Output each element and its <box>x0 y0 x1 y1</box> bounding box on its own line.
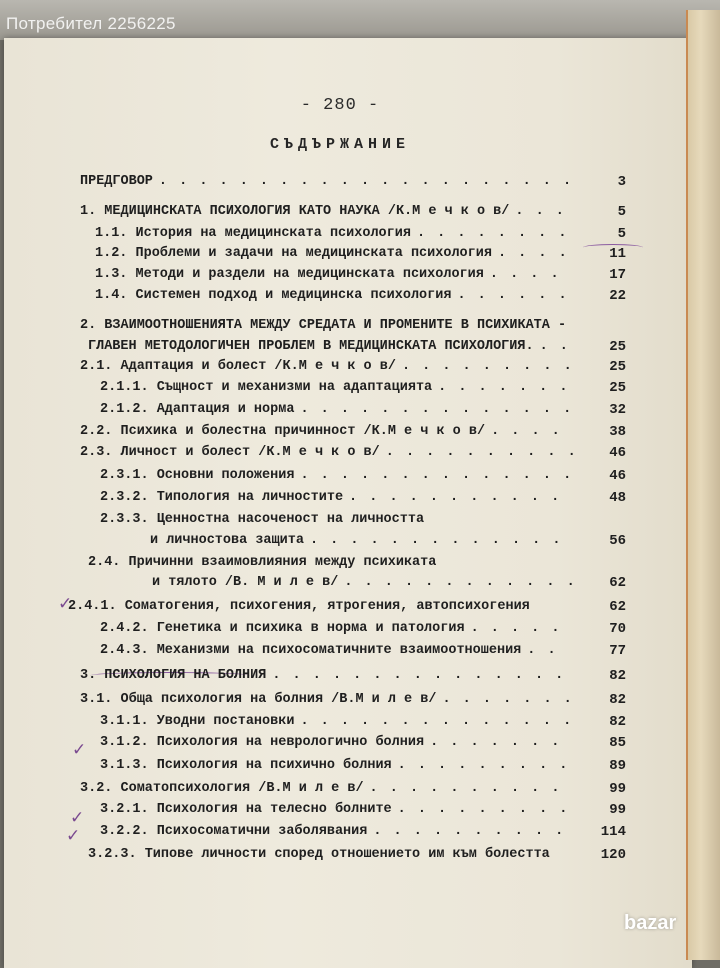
toc-entry <box>80 666 565 686</box>
toc-entry-title: 1.1. История на медицинската психология <box>95 226 411 241</box>
toc-entry-title: 2.2. Психика и болестна причинност /К.М е ч к о в/ <box>80 424 486 439</box>
toc-entry <box>100 400 573 420</box>
toc-entry-title: 2.4.2. Генетика и психика в норма и патология <box>100 621 465 636</box>
toc-entry-leader-dots: . . . . . . . . . . <box>369 781 562 796</box>
toc-entry <box>95 224 568 244</box>
toc-entry <box>80 443 578 463</box>
toc-entry-leader-dots: . . . . . . . . . . . . <box>344 575 577 590</box>
toc-entry <box>80 357 574 377</box>
toc-entry-page-number: 32 <box>609 402 626 418</box>
toc-entry <box>100 822 565 842</box>
toc-entry <box>80 690 574 710</box>
toc-entry-leader-dots: . . . . . . . . . . . <box>349 490 562 505</box>
watermark: Потребител 2256225 <box>6 14 176 33</box>
toc-entry-title: 1.2. Проблеми и задачи на медицинската психология <box>95 246 492 261</box>
toc-entry-title: 3.1.2. Психология на неврологично болния <box>100 735 425 750</box>
toc-entry-title: 1.3. Методи и раздели на медицинската психология <box>95 267 484 282</box>
toc-entry <box>95 244 569 264</box>
toc-entry-page-number: 25 <box>609 380 626 396</box>
toc-entry-page-number: 114 <box>600 824 626 840</box>
toc-entry-leader-dots: . . . . . . . . . <box>401 359 574 374</box>
toc-entry-title: 3.2.3. Типове личности според отношението им към болестта <box>88 847 550 862</box>
toc-entry-title: 2.1.1. Същност и механизми на адаптацията <box>100 380 433 395</box>
toc-entry-leader-dots: . . . . . . <box>457 288 569 303</box>
toc-entry-title: 3. ПСИХОЛОГИЯ НА БОЛНИЯ <box>80 668 267 683</box>
toc-entry-leader-dots: . . . . . <box>470 621 562 636</box>
toc-entry-page-number: 70 <box>609 621 626 637</box>
toc-entry <box>100 756 569 776</box>
toc-entry-page-number: 62 <box>609 599 626 615</box>
toc-entry <box>88 337 570 357</box>
bazar-logo: bazar <box>624 912 677 934</box>
toc-entry-leader-dots: . . . . <box>491 424 562 439</box>
toc-entry-leader-dots: . . . . . . . . . <box>397 758 570 773</box>
toc-entry-page-number: 99 <box>609 802 626 818</box>
toc-entry-leader-dots: . . . . . . . <box>442 692 574 707</box>
toc-entry <box>100 378 569 398</box>
toc-entry-title: 3.2. Соматопсихология /В.М и л е в/ <box>80 781 364 796</box>
toc-entry-title: 2.4.3. Механизми на психосоматичните взаимоотношения <box>100 643 522 658</box>
toc-entry-leader-dots: . . . . <box>497 246 569 261</box>
toc-entry-leader-dots: . . . . . . . . . . <box>385 445 578 460</box>
toc-entry <box>100 733 561 753</box>
toc-entry <box>100 488 561 508</box>
toc-entry-page-number: 56 <box>609 533 626 549</box>
checkmark-icon: ✓ <box>58 594 73 614</box>
toc-entry-title: 1. МЕДИЦИНСКАТА ПСИХОЛОГИЯ КАТО НАУКА /К.М е ч к о в/ <box>80 204 510 219</box>
toc-entry <box>100 619 561 639</box>
toc-entry-page-number: 3 <box>617 174 626 190</box>
toc-entry-leader-dots: . . . . . . . . . . . . . . <box>300 714 574 729</box>
toc-entry-leader-dots: . . . . . . . . . . . . . <box>309 533 563 548</box>
toc-entry <box>100 466 573 486</box>
toc-entry-page-number: 11 <box>609 246 626 262</box>
toc-entry <box>100 800 569 820</box>
toc-entry-title: 2. ВЗАИМООТНОШЕНИЯТА МЕЖДУ СРЕДАТА И ПРОМЕНИТЕ В ПСИХИКАТА - <box>80 318 567 333</box>
toc-entry-page-number: 77 <box>609 643 626 659</box>
toc-entry-page-number: 82 <box>609 668 626 684</box>
toc-entry-leader-dots: . . . . . . . . . . . . . . <box>300 402 574 417</box>
toc-entry <box>68 597 536 617</box>
toc-entry <box>80 202 566 222</box>
checkmark-icon: ✓ <box>66 826 81 846</box>
toc-entry-title: 2.3. Личност и болест /К.М е ч к о в/ <box>80 445 380 460</box>
toc-entry-title: 2.1. Адаптация и болест /К.М е ч к о в/ <box>80 359 396 374</box>
toc-entry-page-number: 48 <box>609 490 626 506</box>
toc-entry-title: и тялото /В. М и л е в/ <box>152 575 339 590</box>
checkmark-icon: ✓ <box>70 808 85 828</box>
toc-entry-title: и личностова защита <box>150 533 304 548</box>
toc-entry-leader-dots: . . . . . . . . . . . . . . <box>300 468 574 483</box>
toc-entry <box>80 779 561 799</box>
toc-entry-title: 1.4. Системен подход и медицинска психология <box>95 288 452 303</box>
toc-entry-leader-dots: . . . . . . . . . . . . . . . . . . . . . <box>158 174 574 189</box>
toc-entry <box>152 573 577 593</box>
toc-entry <box>150 531 562 551</box>
toc-entry-page-number: 89 <box>609 758 626 774</box>
toc-entry-title: 2.3.2. Типология на личностите <box>100 490 344 505</box>
toc-entry-page-number: 38 <box>609 424 626 440</box>
checkmark-icon: ✓ <box>72 740 87 760</box>
page-number: - 280 - <box>300 96 380 115</box>
toc-entry-leader-dots: . . . . . . . . . <box>397 802 570 817</box>
toc-entry <box>100 510 430 530</box>
toc-entry-page-number: 82 <box>609 692 626 708</box>
toc-entry-page-number: 82 <box>609 714 626 730</box>
toc-entry-title: 2.4. Причинни взаимовлияния между психиката <box>88 555 437 570</box>
page-title: СЪДЪРЖАНИЕ <box>269 136 410 153</box>
toc-entry-page-number: 25 <box>609 359 626 375</box>
toc-entry <box>88 553 442 573</box>
toc-entry <box>95 265 561 285</box>
toc-entry-title: 3.2.1. Психология на телесно болните <box>100 802 392 817</box>
toc-entry-title: 3.1.1. Уводни постановки <box>100 714 295 729</box>
toc-entry-title: 3.1. Обща психология на болния /В.М и л е в/ <box>80 692 437 707</box>
toc-entry <box>80 316 572 336</box>
toc-entry-leader-dots: . . <box>527 643 558 658</box>
toc-entry <box>80 422 562 442</box>
toc-entry-leader-dots: . . . . . . . . <box>416 226 569 241</box>
toc-entry <box>80 172 573 192</box>
toc-entry-title: 3.1.3. Психология на психично болния <box>100 758 392 773</box>
toc-entry-page-number: 99 <box>609 781 626 797</box>
toc-entry-page-number: 5 <box>617 204 626 220</box>
toc-entry-title: 2.3.1. Основни положения <box>100 468 295 483</box>
toc-entry <box>88 845 556 865</box>
toc-entry <box>100 712 573 732</box>
toc-entry-title: 2.4.1. Соматогения, психогения, ятрогения, автопсихогения <box>68 599 530 614</box>
toc-entry <box>100 641 558 661</box>
toc-entry-leader-dots: . . . . . . . . . . . . . . . <box>272 668 566 683</box>
toc-entry-title: ПРЕДГОВОР <box>80 174 153 189</box>
toc-entry-page-number: 62 <box>609 575 626 591</box>
book-edge <box>686 10 720 960</box>
toc-entry <box>95 286 569 306</box>
toc-entry-title: 3.2.2. Психосоматични заболявания <box>100 824 368 839</box>
toc-entry-page-number: 25 <box>609 339 626 355</box>
toc-entry-page-number: 46 <box>609 468 626 484</box>
toc-entry-leader-dots: . . . . . . . <box>438 380 570 395</box>
toc-entry-leader-dots: . . . . . . . . . . <box>373 824 566 839</box>
toc-entry-leader-dots: . . <box>539 339 570 354</box>
toc-entry-page-number: 85 <box>609 735 626 751</box>
toc-entry-page-number: 22 <box>609 288 626 304</box>
toc-entry-leader-dots: . . . . <box>489 267 561 282</box>
toc-entry-title: 2.1.2. Адаптация и норма <box>100 402 295 417</box>
toc-entry-title: ГЛАВЕН МЕТОДОЛОГИЧЕН ПРОБЛЕМ В МЕДИЦИНСКАТА ПСИХОЛОГИЯ. <box>88 339 534 354</box>
toc-entry-page-number: 17 <box>609 267 626 283</box>
toc-entry-leader-dots: . . . . . . . <box>430 735 562 750</box>
toc-entry-page-number: 5 <box>617 226 626 242</box>
toc-entry-page-number: 46 <box>609 445 626 461</box>
toc-entry-page-number: 120 <box>600 847 626 863</box>
toc-entry-leader-dots: . . . <box>515 204 566 219</box>
toc-entry-title: 2.3.3. Ценностна насоченост на личността <box>100 512 425 527</box>
